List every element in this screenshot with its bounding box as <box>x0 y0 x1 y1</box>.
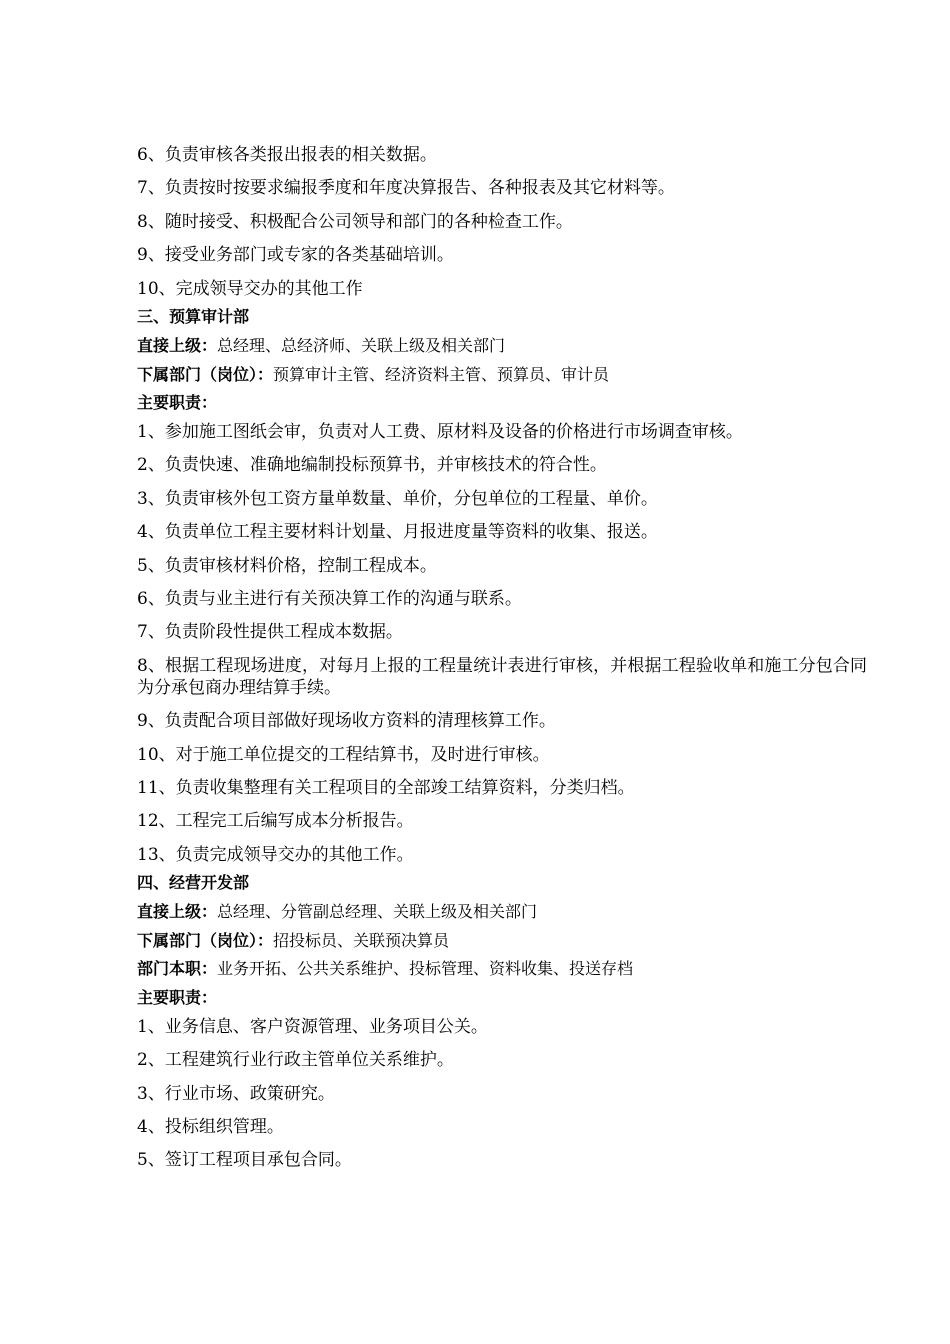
list-item: 3、负责审核外包工资方量单数量、单价，分包单位的工程量、单价。 <box>137 488 658 509</box>
field-label: 下属部门（岗位）： <box>137 364 274 384</box>
field-label: 直接上级： <box>137 902 218 922</box>
field-value: 业务开拓、公共关系维护、投标管理、资料收集、投送存档 <box>217 959 634 979</box>
duties-heading: 主要职责： <box>137 988 218 1008</box>
list-item: 10、对于施工单位提交的工程结算书，及时进行审核。 <box>137 744 550 765</box>
list-item: 6、负责审核各类报出报表的相关数据。 <box>137 145 437 165</box>
list-item: 4、负责单位工程主要材料计划量、月报进度量等资料的收集、报送。 <box>137 522 658 543</box>
list-item: 9、负责配合项目部做好现场收方资料的清理核算工作。 <box>137 711 556 732</box>
subordinate-positions <box>137 364 867 386</box>
list-item: 9、接受业务部门或专家的各类基础培训。 <box>137 245 454 266</box>
list-item: 8、根据工程现场进度，对每月上报的工程量统计表进行审核，并根据工程验收单和施工分包合同为分承包商办理结算手续。 <box>137 655 867 698</box>
list-item: 3、行业市场、政策研究。 <box>137 1083 335 1104</box>
direct-superior <box>137 901 867 923</box>
section-heading: 四、经营开发部 <box>137 873 250 893</box>
list-item: 5、签订工程项目承包合同。 <box>137 1150 352 1171</box>
list-item: 2、工程建筑行业行政主管单位关系维护。 <box>137 1050 454 1071</box>
duties-heading: 主要职责： <box>137 393 218 413</box>
field-value: 总经理、总经济师、关联上级及相关部门 <box>217 335 506 355</box>
list-item: 13、负责完成领导交办的其他工作。 <box>137 844 414 865</box>
field-label: 直接上级： <box>137 335 218 355</box>
list-item: 2、负责快速、准确地编制投标预算书，并审核技术的符合性。 <box>137 455 607 476</box>
document-page <box>137 144 867 1183</box>
field-value: 预算审计主管、经济资料主管、预算员、审计员 <box>273 364 610 384</box>
field-value: 招投标员、关联预决算员 <box>273 930 450 950</box>
list-item: 6、负责与业主进行有关预决算工作的沟通与联系。 <box>137 588 522 609</box>
section-heading: 三、预算审计部 <box>137 307 250 327</box>
direct-superior <box>137 335 867 357</box>
field-label: 下属部门（岗位）： <box>137 930 274 950</box>
list-item: 8、随时接受、积极配合公司领导和部门的各种检查工作。 <box>137 211 573 232</box>
subordinate-positions <box>137 930 867 952</box>
list-item: 10、完成领导交办的其他工作 <box>137 278 363 299</box>
list-item: 7、负责按时按要求编报季度和年度决算报告、各种报表及其它材料等。 <box>137 178 675 199</box>
field-value: 总经理、分管副总经理、关联上级及相关部门 <box>217 902 538 922</box>
list-item: 7、负责阶段性提供工程成本数据。 <box>137 622 403 643</box>
department-role <box>137 958 867 980</box>
list-item: 1、参加施工图纸会审，负责对人工费、原材料及设备的价格进行市场调查审核。 <box>137 422 743 442</box>
list-item: 1、业务信息、客户资源管理、业务项目公关。 <box>137 1016 488 1037</box>
field-label: 部门本职： <box>137 959 218 979</box>
list-item: 12、工程完工后编写成本分析报告。 <box>137 811 414 832</box>
list-item: 4、投标组织管理。 <box>137 1116 284 1137</box>
list-item: 5、负责审核材料价格，控制工程成本。 <box>137 555 437 576</box>
list-item: 11、负责收集整理有关工程项目的全部竣工结算资料，分类归档。 <box>137 777 635 798</box>
